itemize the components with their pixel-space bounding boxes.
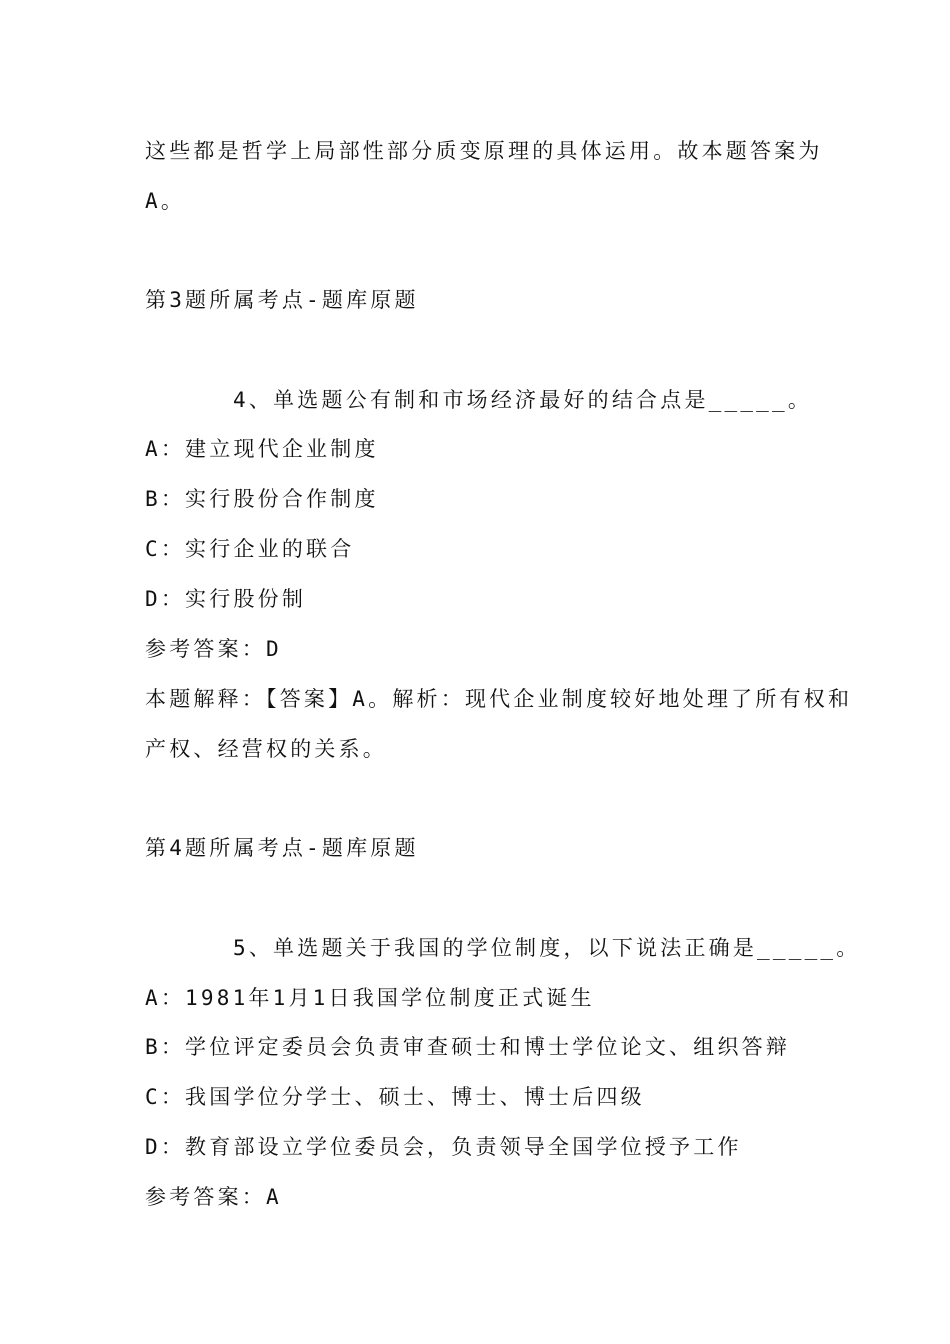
q5-option-b: B：学位评定委员会负责审查硕士和博士学位论文、组织答辩 bbox=[145, 1035, 791, 1059]
q5-answer: 参考答案：A bbox=[145, 1185, 282, 1209]
q4-explanation-line-2: 产权、经营权的关系。 bbox=[145, 737, 387, 761]
q5-option-c: C：我国学位分学士、硕士、博士、博士后四级 bbox=[145, 1085, 645, 1109]
q3-explanation-line-2: A。 bbox=[145, 189, 186, 213]
q4-option-b: B：实行股份合作制度 bbox=[145, 487, 379, 511]
q4-stem: 4、单选题公有制和市场经济最好的结合点是_____。 bbox=[233, 388, 813, 412]
q5-stem: 5、单选题关于我国的学位制度，以下说法正确是_____。 bbox=[233, 936, 861, 960]
q4-explanation-line-1: 本题解释：【答案】A。解析：现代企业制度较好地处理了所有权和 bbox=[145, 687, 853, 711]
q5-option-a: A：1981年1月1日我国学位制度正式诞生 bbox=[145, 986, 595, 1010]
q4-option-d: D：实行股份制 bbox=[145, 587, 307, 611]
q5-option-d: D：教育部设立学位委员会，负责领导全国学位授予工作 bbox=[145, 1135, 742, 1159]
q4-option-a: A：建立现代企业制度 bbox=[145, 437, 379, 461]
q4-answer: 参考答案：D bbox=[145, 637, 282, 661]
q4-option-c: C：实行企业的联合 bbox=[145, 537, 355, 561]
q3-explanation-line-1: 这些都是哲学上局部性部分质变原理的具体运用。故本题答案为 bbox=[145, 139, 823, 163]
q3-knowledge-point: 第3题所属考点-题库原题 bbox=[145, 288, 419, 312]
q4-knowledge-point: 第4题所属考点-题库原题 bbox=[145, 836, 419, 860]
